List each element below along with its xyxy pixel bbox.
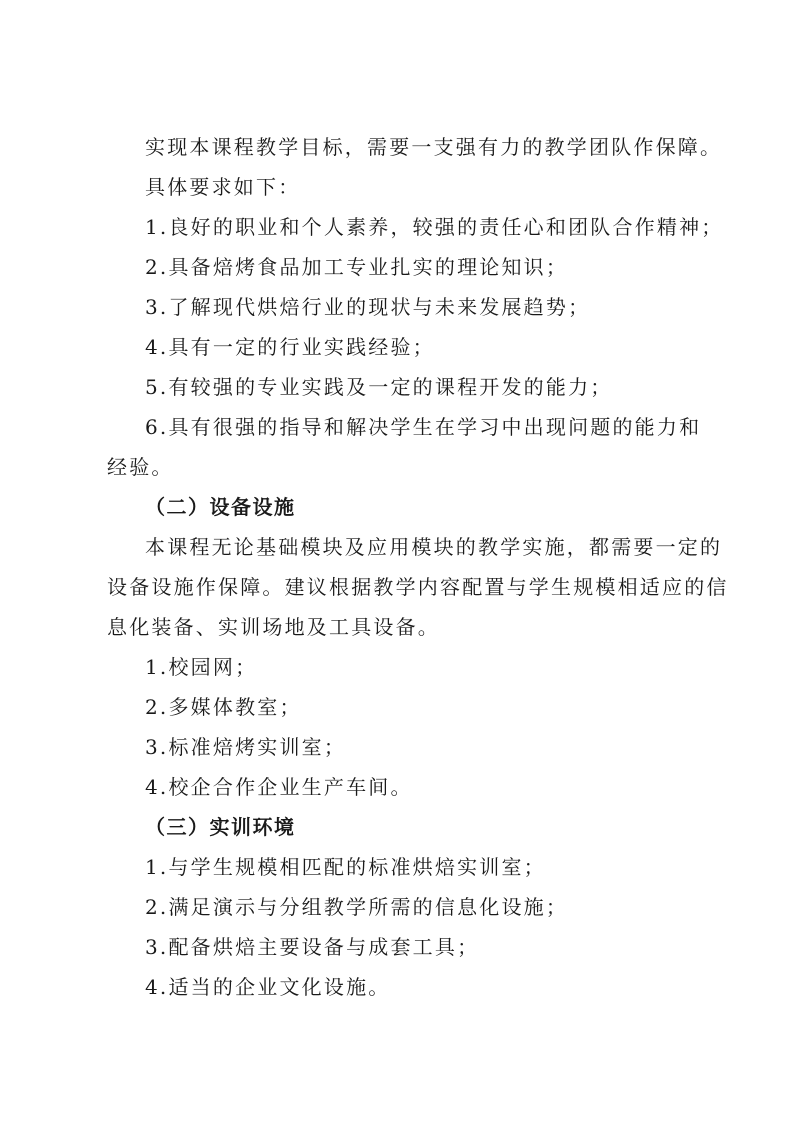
- team-requirement-6: 6.具有很强的指导和解决学生在学习中出现问题的能力和: [145, 415, 702, 439]
- equipment-item-1: 1.校园网；: [145, 655, 258, 679]
- intro-line-2: 具体要求如下：: [145, 175, 301, 199]
- equipment-item-2: 2.多媒体教室；: [145, 695, 302, 719]
- equipment-paragraph-line-1: 本课程无论基础模块及应用模块的教学实施，都需要一定的: [145, 535, 723, 559]
- equipment-paragraph-line-2: 设备设施作保障。建议根据教学内容配置与学生规模相适应的信: [107, 575, 729, 599]
- equipment-paragraph-line-3: 息化装备、实训场地及工具设备。: [107, 615, 440, 639]
- team-requirement-5: 5.有较强的专业实践及一定的课程开发的能力；: [145, 375, 613, 399]
- equipment-item-4: 4.校企合作企业生产车间。: [145, 775, 413, 799]
- training-item-4: 4.适当的企业文化设施。: [145, 975, 391, 999]
- team-requirement-3: 3.了解现代烘焙行业的现状与未来发展趋势；: [145, 295, 591, 319]
- equipment-item-3: 3.标准焙烤实训室；: [145, 735, 347, 759]
- training-item-2: 2.满足演示与分组教学所需的信息化设施；: [145, 895, 569, 919]
- training-item-1: 1.与学生规模相匹配的标准烘焙实训室；: [145, 855, 546, 879]
- intro-line-1: 实现本课程教学目标，需要一支强有力的教学团队作保障。: [145, 135, 723, 159]
- section-heading-equipment: （二）设备设施: [145, 495, 296, 519]
- team-requirement-4: 4.具有一定的行业实践经验；: [145, 335, 435, 359]
- training-item-3: 3.配备烘焙主要设备与成套工具；: [145, 935, 480, 959]
- team-requirement-2: 2.具备焙烤食品加工专业扎实的理论知识；: [145, 255, 569, 279]
- team-requirement-1: 1.良好的职业和个人素养，较强的责任心和团队合作精神；: [145, 215, 724, 239]
- section-heading-training-environment: （三）实训环境: [145, 815, 296, 839]
- team-requirement-6-continued: 经验。: [107, 455, 174, 479]
